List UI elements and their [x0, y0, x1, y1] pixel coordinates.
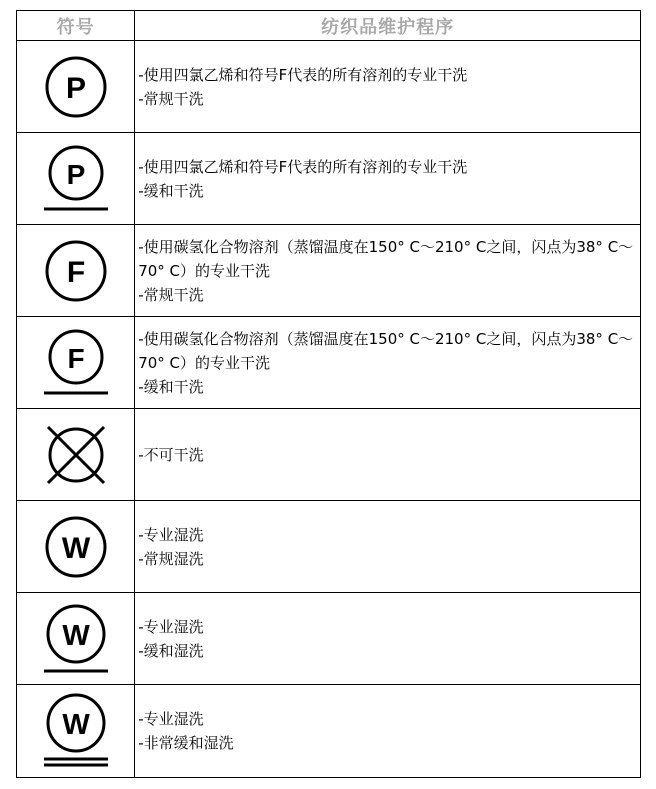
symbol-cell: [17, 41, 135, 133]
description-line: -常规干洗: [138, 285, 204, 304]
dry-clean-p-gentle-icon: [36, 139, 116, 219]
table-header-row: [17, 11, 641, 41]
symbol-letter: W: [61, 619, 90, 652]
description-line: -缓和干洗: [138, 377, 204, 396]
description-line: -常规湿洗: [138, 549, 204, 568]
symbol-letter: W: [61, 709, 90, 741]
textile-care-table: [16, 10, 641, 778]
description-line: -使用碳氢化合物溶剂（蒸馏温度在150° C～210° C之间，闪点为38° C～70° C）的专业干洗: [138, 237, 634, 280]
description-line: -不可干洗: [138, 445, 204, 464]
symbol-cell: [17, 685, 135, 778]
symbol-letter: F: [67, 342, 85, 374]
description-cell: [135, 685, 641, 778]
symbol-cell: [17, 501, 135, 593]
table-row: [17, 593, 641, 685]
description-line: -非常缓和湿洗: [138, 734, 234, 752]
symbol-cell: [17, 409, 135, 501]
description-cell: [135, 593, 641, 685]
description-line: -使用四氯乙烯和符号F代表的所有溶剂的专业干洗: [138, 65, 468, 84]
table-row: [17, 133, 641, 225]
description-line: -缓和湿洗: [138, 641, 204, 660]
do-not-dry-clean-icon: [36, 415, 116, 495]
description-line: -缓和干洗: [138, 181, 204, 200]
table-row: [17, 409, 641, 501]
description-cell: [135, 501, 641, 593]
symbol-cell: [17, 133, 135, 225]
dry-clean-f-icon: [36, 231, 116, 311]
dry-clean-f-gentle-icon: [36, 323, 116, 403]
symbol-letter: W: [61, 531, 90, 565]
table-row: [17, 685, 641, 778]
description-line: -使用碳氢化合物溶剂（蒸馏温度在150° C～210° C之间，闪点为38° C～70° C）的专业干洗: [138, 329, 634, 372]
table-row: [17, 41, 641, 133]
description-line: -专业湿洗: [138, 710, 204, 728]
symbol-cell: [17, 317, 135, 409]
wet-clean-w-icon: [36, 507, 116, 587]
dry-clean-p-icon: [36, 47, 116, 127]
description-cell: [135, 225, 641, 317]
table-row: [17, 317, 641, 409]
header-symbol: 符号: [17, 11, 135, 41]
symbol-letter: P: [66, 158, 85, 190]
description-line: -使用四氯乙烯和符号F代表的所有溶剂的专业干洗: [138, 157, 468, 176]
symbol-cell: [17, 593, 135, 685]
wet-clean-w-very-gentle-icon: [36, 689, 116, 773]
description-line: -专业湿洗: [138, 617, 204, 636]
description-cell: [135, 317, 641, 409]
wet-clean-w-gentle-icon: [36, 599, 116, 679]
description-line: -专业湿洗: [138, 525, 204, 544]
description-cell: [135, 133, 641, 225]
table-row: [17, 501, 641, 593]
description-line: -常规干洗: [138, 89, 204, 108]
symbol-letter: F: [66, 255, 85, 289]
header-procedure: 纺织品维护程序: [135, 11, 641, 41]
symbol-cell: [17, 225, 135, 317]
description-cell: [135, 41, 641, 133]
symbol-letter: P: [65, 71, 86, 105]
table-row: [17, 225, 641, 317]
description-cell: [135, 409, 641, 501]
